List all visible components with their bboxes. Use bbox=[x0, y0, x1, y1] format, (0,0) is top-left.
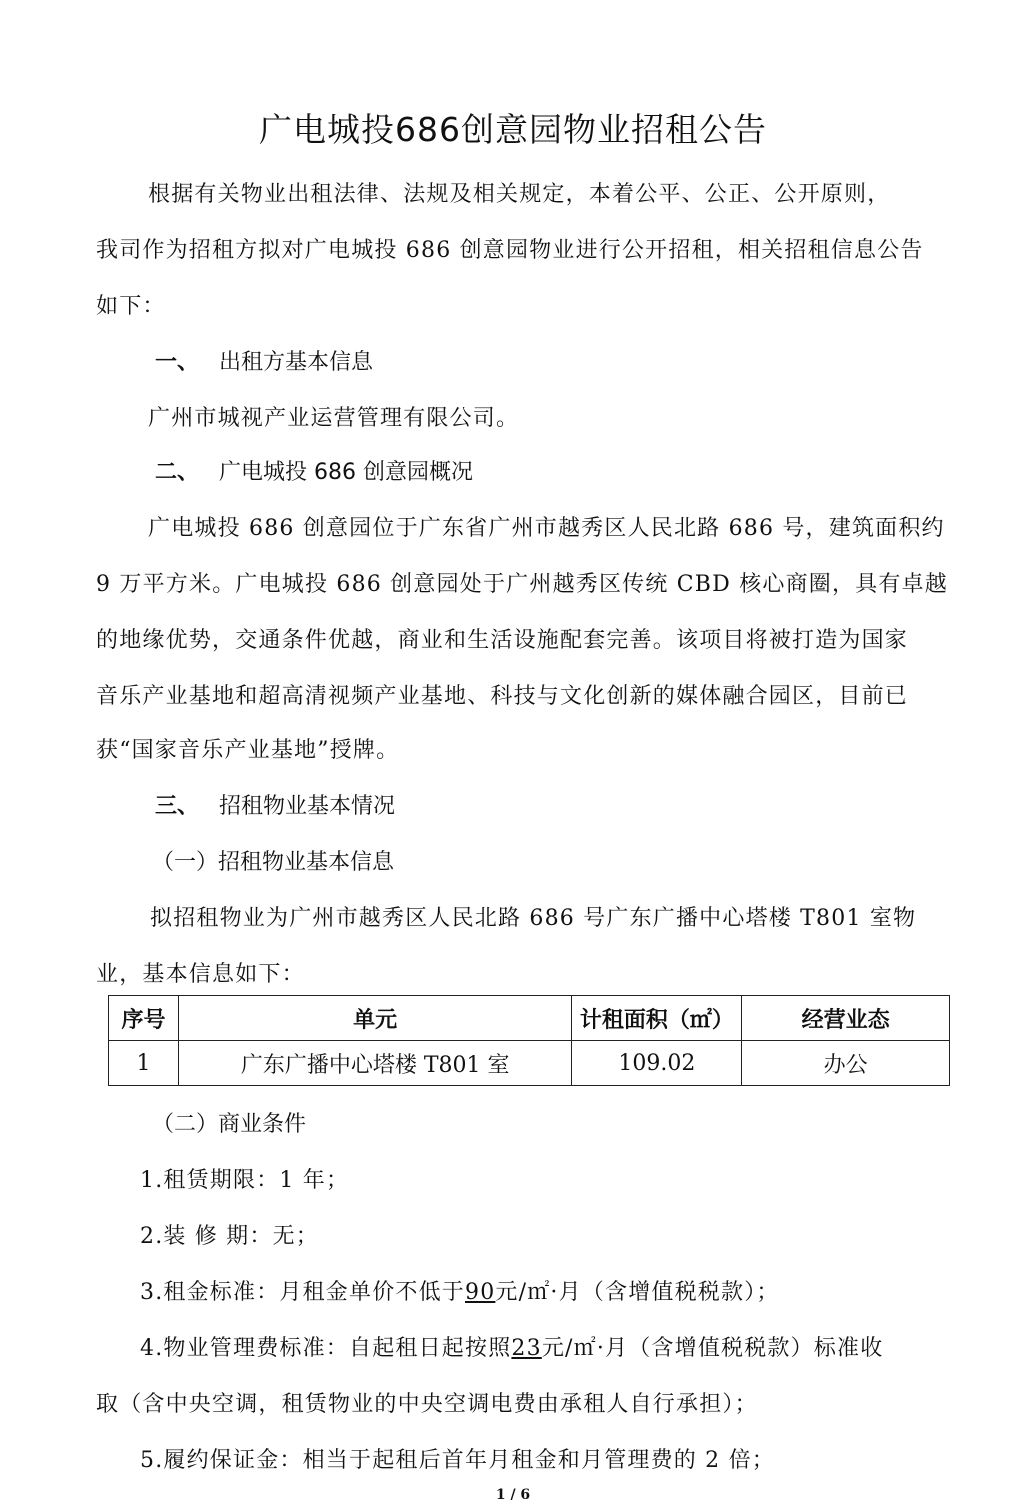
section-3-number: 三、 bbox=[155, 794, 200, 819]
rent-value: 90 bbox=[465, 1280, 496, 1305]
term-item-1: 1.租赁期限：1 年； bbox=[140, 1168, 350, 1193]
mgmt-fee-value: 23 bbox=[511, 1336, 542, 1361]
term-item-4-line-2: 取（含中央空调，租赁物业的中央空调电费由承租人自行承担）； bbox=[96, 1392, 758, 1417]
rent-unit: 元/㎡·月（含增值税税款）； bbox=[495, 1280, 780, 1305]
intro-line-3: 如下： bbox=[96, 294, 166, 319]
cell-unit: 广东广播中心塔楼 T801 室 bbox=[178, 1041, 571, 1086]
header-area: 计租面积（㎡） bbox=[572, 996, 742, 1041]
section-2-line-5: 获“国家音乐产业基地”授牌。 bbox=[96, 738, 400, 763]
section-2-title: 广电城投 686 创意园概况 bbox=[219, 460, 473, 485]
cell-area: 109.02 bbox=[572, 1041, 742, 1086]
subsection-1-line-1: 拟招租物业为广州市越秀区人民北路 686 号广东广播中心塔楼 T801 室物 bbox=[150, 906, 917, 931]
header-business-type: 经营业态 bbox=[742, 996, 950, 1041]
cell-business-type: 办公 bbox=[742, 1041, 950, 1086]
mgmt-fee-unit: 元/㎡·月（含增值税税款）标准收 bbox=[541, 1336, 884, 1361]
section-1-title: 出租方基本信息 bbox=[219, 350, 374, 375]
term-item-4 bbox=[140, 1334, 883, 1364]
intro-line-2: 我司作为招租方拟对广电城投 686 创意园物业进行公开招租，相关招租信息公告 bbox=[96, 238, 924, 263]
cell-index: 1 bbox=[109, 1041, 179, 1086]
subsection-1-title: 招租物业基本信息 bbox=[218, 850, 395, 875]
subsection-2-heading bbox=[152, 1110, 306, 1140]
term-item-5: 5.履约保证金：相当于起租后首年月租金和月管理费的 2 倍； bbox=[140, 1448, 775, 1473]
mgmt-fee-label: 4.物业管理费标准：自起租日起按照 bbox=[140, 1336, 512, 1361]
header-unit: 单元 bbox=[178, 996, 571, 1041]
term-item-2: 2.装 修 期：无； bbox=[140, 1224, 319, 1249]
section-1-heading bbox=[155, 348, 373, 378]
subsection-2-number: （二） bbox=[152, 1112, 219, 1137]
table-row bbox=[109, 1041, 950, 1086]
section-2-line-2: 9 万平方米。广电城投 686 创意园处于广州越秀区传统 CBD 核心商圈，具有卓越 bbox=[96, 572, 948, 597]
table-header-row bbox=[109, 996, 950, 1041]
header-index: 序号 bbox=[109, 996, 179, 1041]
subsection-1-number: （一） bbox=[152, 850, 219, 875]
section-1-body: 广州市城视产业运营管理有限公司。 bbox=[148, 406, 520, 431]
term-item-3 bbox=[140, 1278, 780, 1308]
section-3-title: 招租物业基本情况 bbox=[219, 794, 396, 819]
rent-label: 3.租金标准：月租金单价不低于 bbox=[140, 1280, 465, 1305]
section-2-line-3: 的地缘优势，交通条件优越，商业和生活设施配套完善。该项目将被打造为国家 bbox=[96, 628, 909, 653]
section-2-number: 二、 bbox=[155, 460, 200, 485]
subsection-1-heading bbox=[152, 848, 394, 878]
section-2-line-4: 音乐产业基地和超高清视频产业基地、科技与文化创新的媒体融合园区，目前已 bbox=[96, 684, 909, 709]
section-1-number: 一、 bbox=[155, 350, 200, 375]
subsection-1-line-2: 业，基本信息如下： bbox=[96, 962, 305, 987]
section-3-heading bbox=[155, 792, 395, 822]
page-number: 1 / 6 bbox=[495, 1487, 531, 1503]
property-table bbox=[108, 995, 950, 1086]
subsection-2-title: 商业条件 bbox=[218, 1112, 307, 1137]
intro-line-1: 根据有关物业出租法律、法规及相关规定，本着公平、公正、公开原则， bbox=[148, 182, 891, 207]
section-2-line-1: 广电城投 686 创意园位于广东省广州市越秀区人民北路 686 号，建筑面积约 bbox=[148, 516, 945, 541]
section-2-heading bbox=[155, 458, 473, 488]
document-title: 广电城投686创意园物业招租公告 bbox=[259, 110, 767, 149]
